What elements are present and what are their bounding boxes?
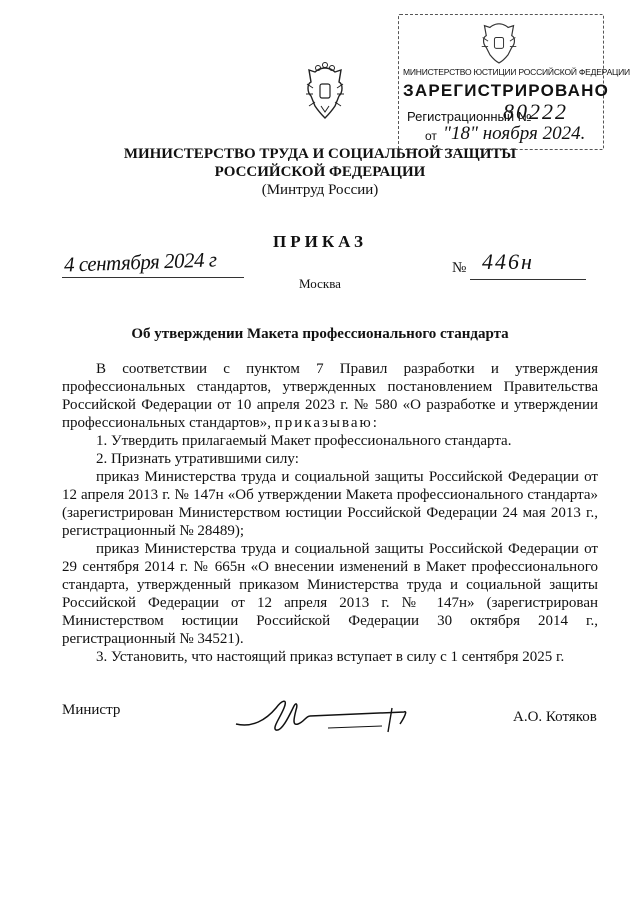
ministry-name-line1: МИНИСТЕРСТВО ТРУДА И СОЦИАЛЬНОЙ ЗАЩИТЫ: [123, 146, 517, 162]
stamp-registration-number: 80222: [503, 99, 568, 124]
stamp-registered-label: ЗАРЕГИСТРИРОВАНО: [403, 81, 610, 100]
intro-paragraph: [62, 360, 598, 432]
registration-stamp: [398, 14, 630, 150]
document-title: Об утверждении Макета профессионального стандарта: [131, 326, 509, 342]
item-2b: приказ Министерства труда и социальной защиты Российской Федерации от 29 сентября 2014 г. № 665н «О внесении изменений в Макет профессионального стандарта, утвержденный приказом Министерства труда и социальной защиты Российской Федерации от 12 апреля 2013 г. № 147н» (зарегистрирован Министерством юстиции Российской Федерации 30 октября 2014 г., регистрационный № 34521).: [62, 541, 598, 647]
item-1: 1. Утвердить прилагаемый Макет профессионального стандарта.: [96, 433, 512, 449]
stamp-ministry-name: МИНИСТЕРСТВО ЮСТИЦИИ РОССИЙСКОЙ ФЕДЕРАЦИИ: [403, 67, 630, 77]
intro-directive: приказываю:: [274, 415, 379, 431]
coat-of-arms-icon: [303, 62, 347, 120]
signer-name: А.О. Котяков: [513, 709, 597, 725]
stamp-registration-date: "18" ноября 2024.: [443, 123, 586, 144]
ministry-short-name: (Минтруд России): [261, 182, 379, 198]
item-2: 2. Признать утратившими силу:: [96, 451, 299, 467]
document-body: [62, 360, 598, 666]
stamp-registration-number-label: Регистрационный №: [407, 109, 532, 124]
order-number-sign: №: [452, 260, 467, 276]
handwritten-signature: [232, 694, 412, 742]
stamp-coat-of-arms-icon: [479, 19, 519, 65]
order-number: 446н: [482, 249, 534, 274]
item-3: 3. Установить, что настоящий приказ вступает в силу с 1 сентября 2025 г.: [96, 649, 565, 665]
order-date: 4 сентября 2024 г: [63, 247, 217, 277]
order-title: ПРИКАЗ: [273, 232, 367, 251]
stamp-date-label: от: [425, 129, 437, 143]
number-underline: [470, 279, 586, 280]
order-city: Москва: [299, 276, 341, 291]
intro-text: В соответствии с пунктом 7 Правил разработки и утверждения профессиональных стандартов, утвержденных постановлением Правительства Российской Федерации от 10 апреля 2023 г. № 580 «О разработке и утверждении профессиональных стандартов»,: [62, 361, 598, 431]
item-2a: приказ Министерства труда и социальной защиты Российской Федерации от 12 апреля 2013 г. № 147н «Об утверждении Макета профессионального стандарта» (зарегистрирован Министерством юстиции Российской Федерации 24 мая 2013 г., регистрационный № 28489);: [62, 469, 598, 539]
minister-title: Министр: [62, 702, 121, 718]
ministry-name-line2: РОССИЙСКОЙ ФЕДЕРАЦИИ: [214, 164, 426, 180]
